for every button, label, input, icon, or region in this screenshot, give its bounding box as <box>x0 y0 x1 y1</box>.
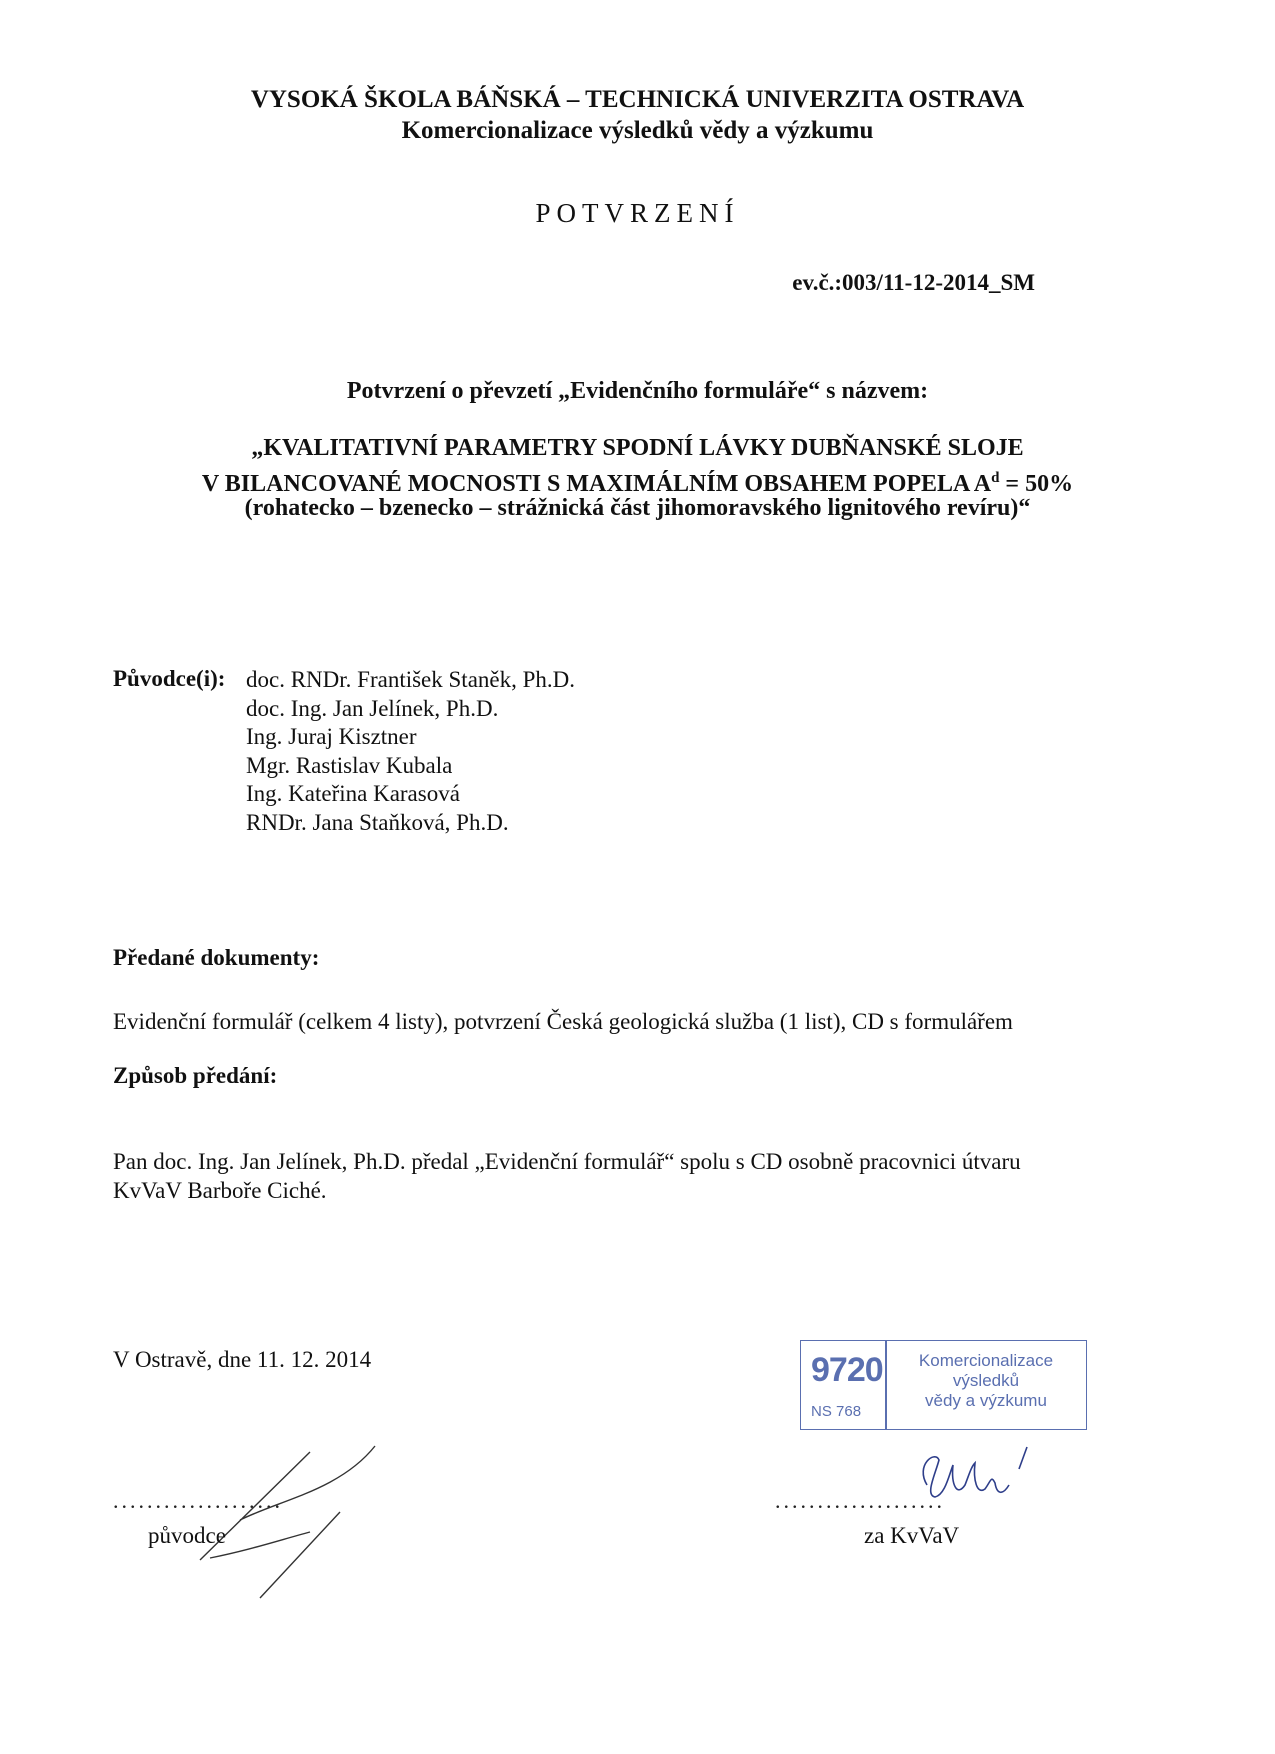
signature-line-left: .................... <box>113 1488 283 1513</box>
confirmation-line: Potvrzení o převzetí „Evidenčního formuláře“ s názvem: <box>346 378 929 404</box>
method-label: Způsob předání: <box>113 1063 278 1088</box>
stamp-divider <box>885 1341 887 1429</box>
university-name: VYSOKÁ ŠKOLA BÁŇSKÁ – TECHNICKÁ UNIVERZITA OSTRAVA <box>250 86 1025 113</box>
documents-text: Evidenční formulář (celkem 4 listy), potvrzení Česká geologická služba (1 list), CD s formulářem <box>113 1009 1013 1034</box>
author-name: Mgr. Rastislav Kubala <box>246 752 453 778</box>
documents-label: Předané dokumenty: <box>113 945 320 970</box>
authors-label: Původce(i): <box>113 666 226 691</box>
method-text-line-2: KvVaV Barboře Ciché. <box>113 1178 327 1203</box>
document-title: POTVRZENÍ <box>535 198 740 228</box>
department-name: Komercionalizace výsledků vědy a výzkumu <box>401 117 874 144</box>
author-name: RNDr. Jana Staňková, Ph.D. <box>246 809 509 835</box>
form-title-line-2: V BILANCOVANÉ MOCNOSTI S MAXIMÁLNÍM OBSAHEM POPELA $A^d = 50\%$ <box>201 470 1074 497</box>
method-text <box>113 1147 1173 1205</box>
superscript-d: d <box>991 470 1000 486</box>
signature-line-right: .................... <box>775 1488 945 1513</box>
form-title-line-3: (rohatecko – bzenecko – strážnická část jihomoravského lignitového revíru)“ <box>244 495 1031 521</box>
stamp-number: 9720 <box>811 1351 883 1389</box>
kvvav-signature <box>905 1445 1045 1515</box>
authors-list <box>246 666 575 837</box>
stamp-organization: Komercionalizace výsledků vědy a výzkumu <box>918 1351 1054 1410</box>
form-title-line-1: „KVALITATIVNÍ PARAMETRY SPODNÍ LÁVKY DUBŇANSKÉ SLOJE <box>251 435 1024 461</box>
office-stamp <box>800 1340 1087 1430</box>
author-name: Ing. Juraj Kisztner <box>246 724 417 749</box>
stamp-code: NS 768 <box>811 1403 862 1420</box>
reference-number: ev.č.:003/11-12-2014_SM <box>792 270 1035 295</box>
place-date: V Ostravě, dne 11. 12. 2014 <box>113 1347 372 1372</box>
method-text-line-1: Pan doc. Ing. Jan Jelínek, Ph.D. předal „Evidenční formulář“ spolu s CD osobně pracovnici útvaru <box>113 1149 1021 1174</box>
signature-label-author: původce <box>148 1523 226 1548</box>
author-signature <box>140 1440 400 1600</box>
author-name: doc. Ing. Jan Jelínek, Ph.D. <box>246 695 499 721</box>
signature-label-kvvav: za KvVaV <box>864 1523 960 1548</box>
author-name: Ing. Kateřina Karasová <box>246 781 460 806</box>
author-name: doc. RNDr. František Staněk, Ph.D. <box>246 667 576 692</box>
